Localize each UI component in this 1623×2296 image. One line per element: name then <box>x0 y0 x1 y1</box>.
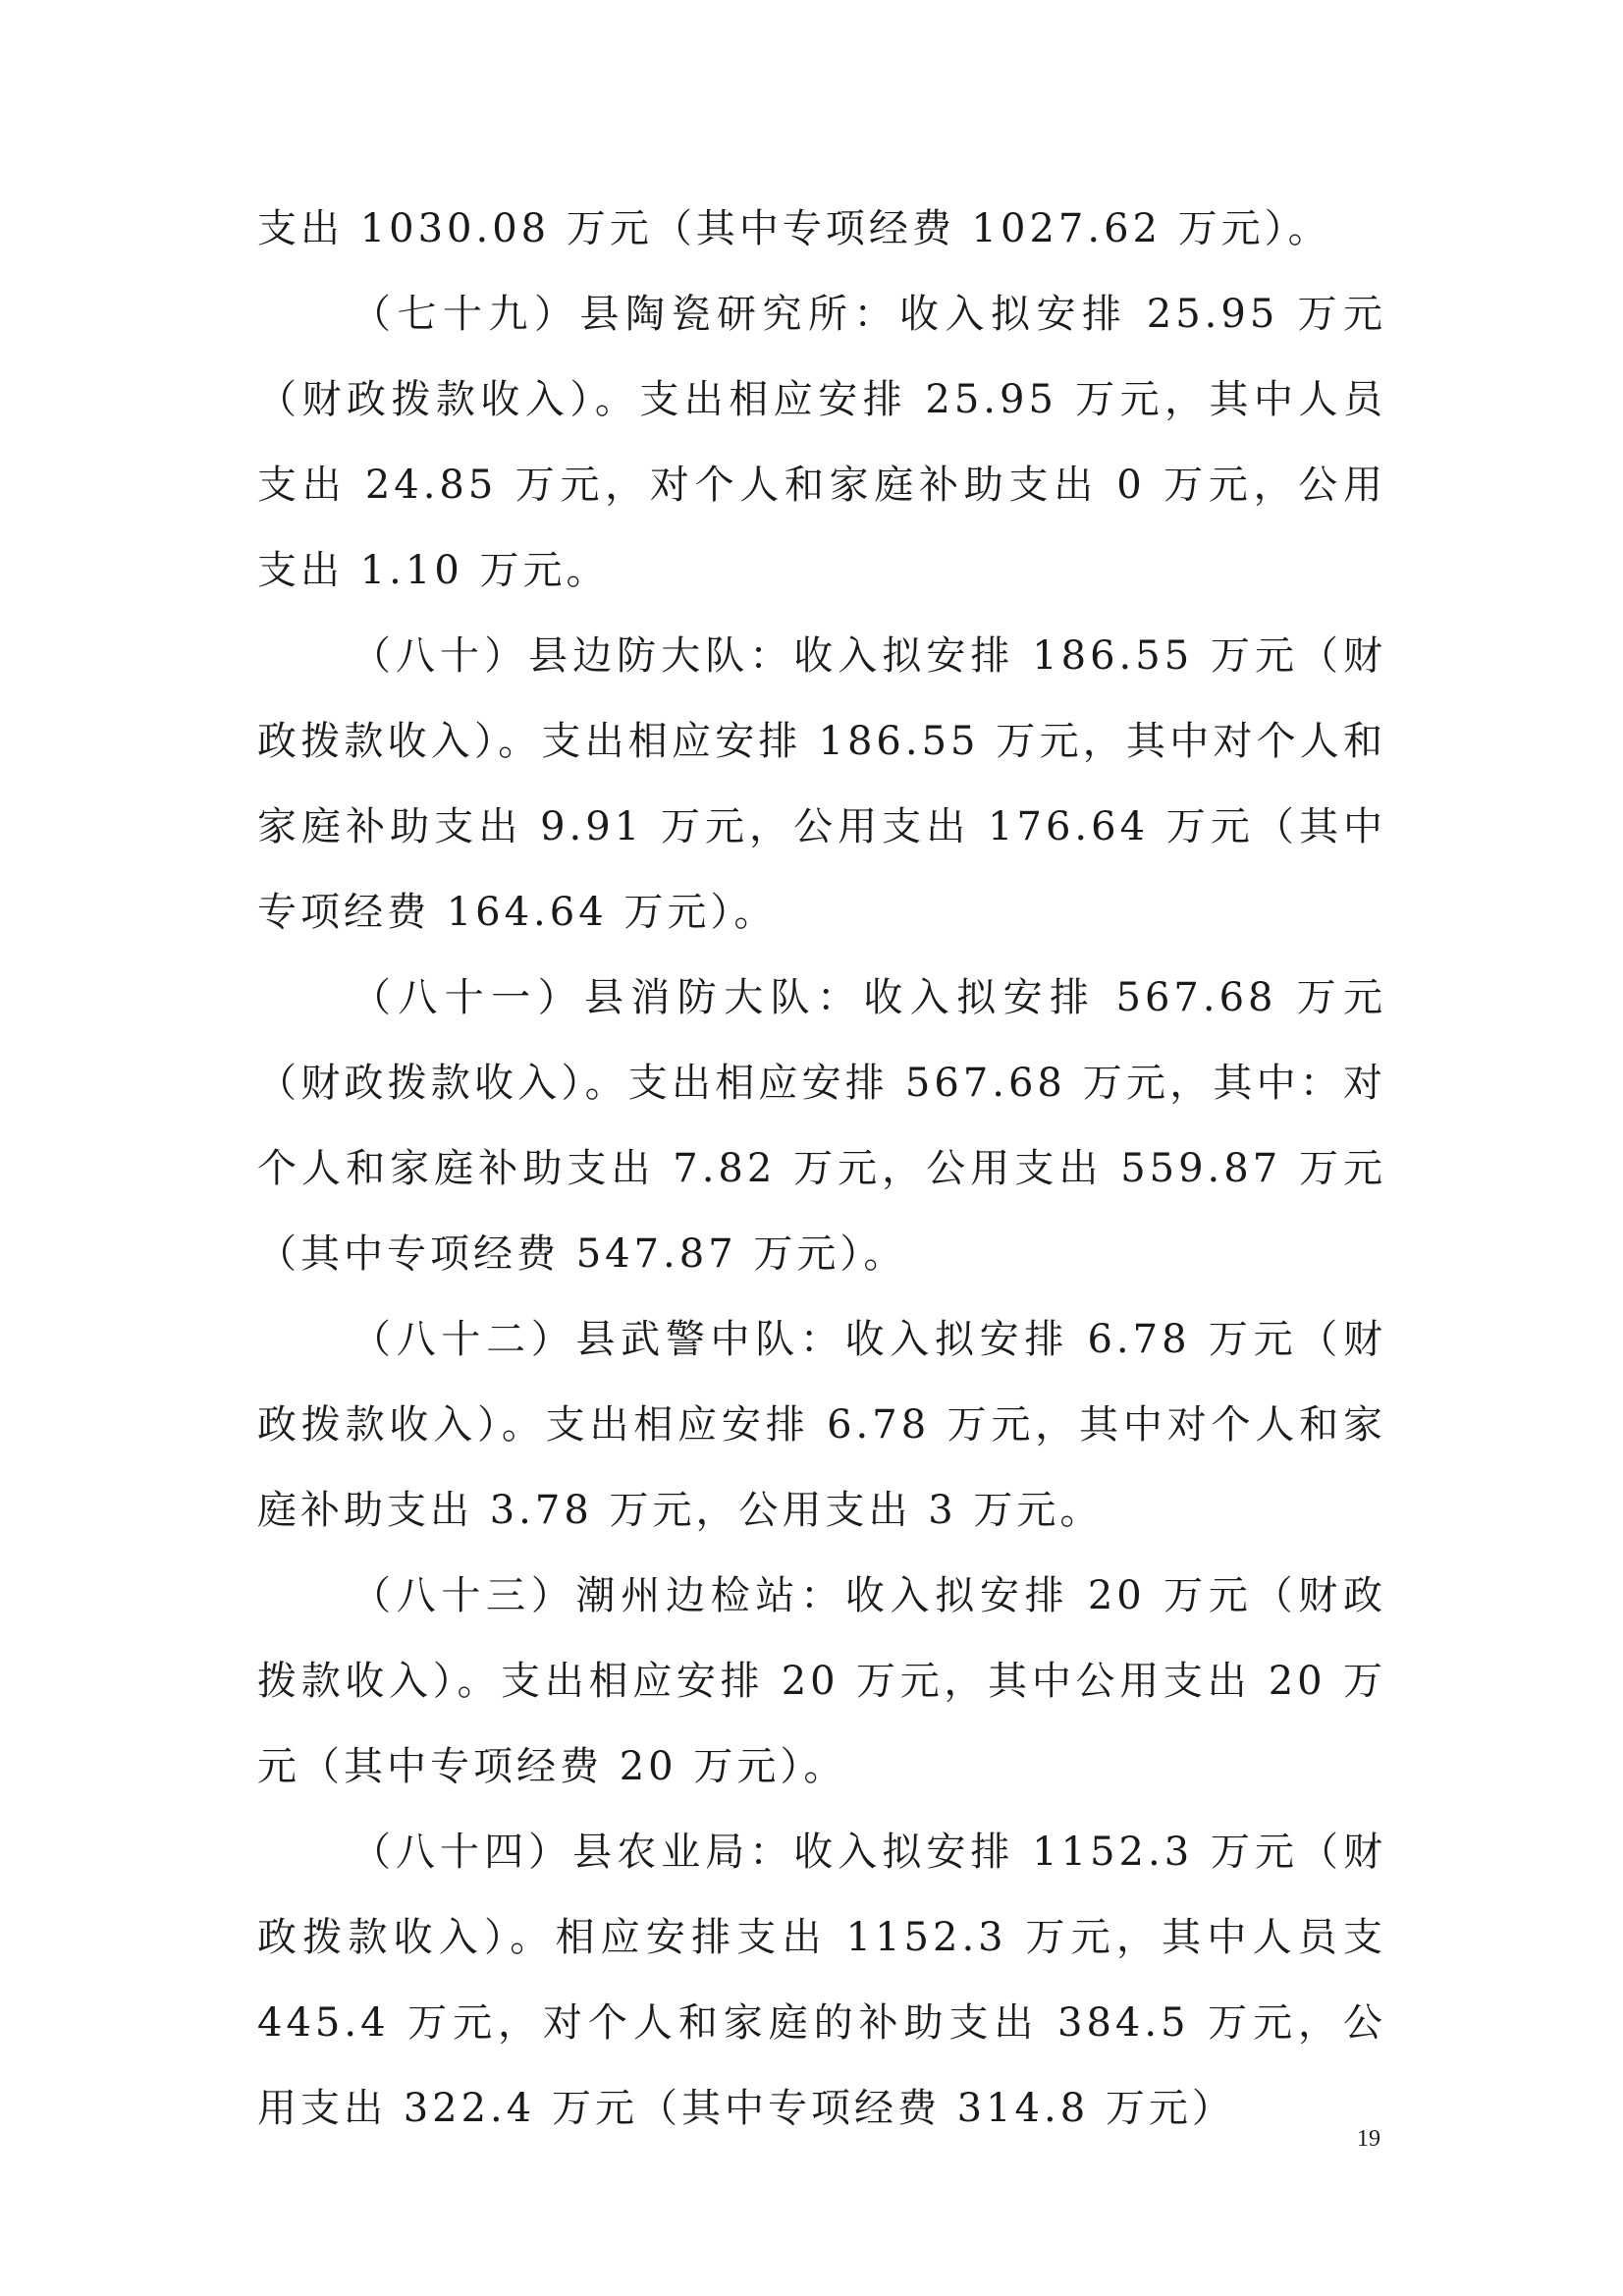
paragraph-continuation: 支出 1030.08 万元（其中专项经费 1027.62 万元）。 <box>257 206 1331 251</box>
paragraph-80-border-brigade: （八十）县边防大队：收入拟安排 186.55 万元（财政拨款收入）。支出相应安排 186.55 万元，其中对个人和家庭补助支出 9.91 万元，公用支出 176.64 万元（其中专项经费 164.64 万元）。 <box>257 633 1386 935</box>
paragraph-82-armed-police: （八十二）县武警中队：收入拟安排 6.78 万元（财政拨款收入）。支出相应安排 6.78 万元，其中对个人和家庭补助支出 3.78 万元，公用支出 3 万元。 <box>257 1317 1386 1533</box>
paragraph-81-fire-brigade: （八十一）县消防大队：收入拟安排 567.68 万元（财政拨款收入）。支出相应安排 567.68 万元，其中：对个人和家庭补助支出 7.82 万元，公用支出 559.87 万元（其中专项经费 547.87 万元）。 <box>257 975 1386 1277</box>
paragraph-79-ceramics-institute: （七十九）县陶瓷研究所：收入拟安排 25.95 万元（财政拨款收入）。支出相应安排 25.95 万元，其中人员支出 24.85 万元，对个人和家庭补助支出 0 万元，公用支出 1.10 万元。 <box>257 292 1386 593</box>
paragraph-84-agriculture-bureau: （八十四）县农业局：收入拟安排 1152.3 万元（财政拨款收入）。相应安排支出 1152.3 万元，其中人员支 445.4 万元，对个人和家庭的补助支出 384.5 万元，公用支出 322.4 万元（其中专项经费 314.8 万元） <box>257 1830 1386 2131</box>
paragraph-83-border-inspection: （八十三）潮州边检站：收入拟安排 20 万元（财政拨款收入）。支出相应安排 20 万元，其中公用支出 20 万元（其中专项经费 20 万元）。 <box>257 1573 1386 1789</box>
body-text <box>257 187 1386 2152</box>
page-number: 19 <box>1357 2126 1380 2152</box>
